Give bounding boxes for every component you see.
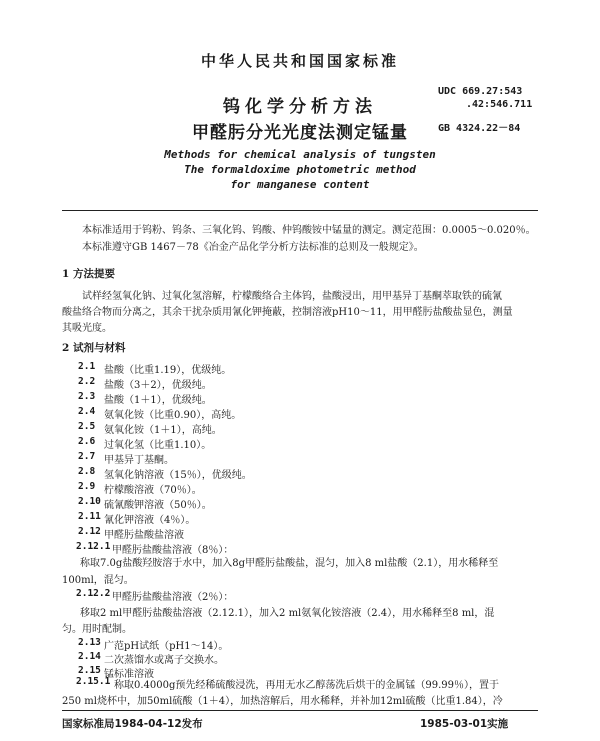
- udc-code-1: UDC 669.27:543: [438, 86, 523, 97]
- english-title-1: Methods for chemical analysis of tungsten: [164, 148, 436, 161]
- item-text: 锰标准溶液: [104, 669, 154, 680]
- item-text: 盐酸（1＋1），优级纯。: [104, 395, 212, 406]
- item-text: 氰化钾溶液（4％）。: [104, 515, 196, 526]
- scope-paragraph-2: 本标准遵守GB 1467－78《冶金产品化学分析方法标准的总则及一般规定》。: [82, 242, 424, 253]
- issue-date: 国家标准局1984-04-12发布: [62, 718, 203, 730]
- item-text: 氨氧化铵（1＋1），高纯。: [104, 425, 222, 436]
- item-number: 2.15: [78, 665, 101, 676]
- item-number: 2.13: [78, 637, 101, 648]
- item-number: 2.14: [78, 651, 101, 662]
- item-number: 2.8: [78, 466, 96, 477]
- effective-date: 1985-03-01实施: [420, 718, 509, 730]
- english-title-3: for manganese content: [230, 178, 370, 191]
- title-line-1: 钨化学分析方法: [223, 97, 377, 117]
- item-number: 2.6: [78, 436, 96, 447]
- standard-header: 中华人民共和国国家标准: [200, 52, 399, 70]
- item-text: 柠檬酸溶液（70％）。: [104, 485, 202, 496]
- item-text: 盐酸（比重1.19），优级纯。: [104, 365, 232, 376]
- item-number: 2.10: [78, 496, 101, 507]
- item-number: 2.1: [78, 361, 96, 372]
- item-text: 甲醛肟盐酸盐溶液: [104, 530, 184, 541]
- item-text: 广范pH试纸（pH1～14）。: [104, 641, 229, 652]
- item-text: 甲醛肟盐酸盐溶液（8％）：: [112, 545, 234, 556]
- paragraph-2-12-2-line-1: 移取2 ml甲醛肟盐酸盐溶液（2.12.1），加入2 ml氨氧化铵溶液（2.4），用水稀释至8 ml，混: [80, 608, 495, 619]
- paragraph-2-15-1-line-2: 250 ml烧杯中，加50ml硫酸（1＋4），加热溶解后，用水稀释，并补加12ml硫酸（比重1.84），冷: [62, 696, 503, 707]
- item-number: 2.15.1: [76, 676, 111, 687]
- scope-paragraph-1: 本标准适用于钨粉、钨条、三氧化钨、钨酸、仲钨酸铵中锰量的测定。测定范围：0.0005～0.020％。: [82, 225, 536, 236]
- title-line-2: 甲醛肟分光光度法测定锰量: [192, 123, 408, 143]
- gb-number: GB 4324.22－84: [438, 123, 521, 134]
- section-2-heading: 2 试剂与材料: [62, 342, 126, 354]
- section-1-heading: 1 方法提要: [62, 268, 115, 280]
- section-1-line-2: 酸盐络合物而分离之，其余干扰杂质用氰化钾掩蔽，控制溶液pH10～11，用甲醛肟盐酸盐显色，测量: [62, 307, 513, 318]
- item-number: 2.12.1: [76, 541, 111, 552]
- section-1-line-1: 试样经氢氧化钠、过氧化氢溶解，柠檬酸络合主体钨，盐酸浸出，用甲基异丁基酮萃取铁的硫氰: [82, 291, 502, 302]
- paragraph-2-12-1-line-1: 称取7.0g盐酸羟胺溶于水中，加入8g甲醛肟盐酸盐，混匀，加入8 ml盐酸（2.1），用水稀释至: [80, 558, 499, 569]
- item-number: 2.12: [78, 526, 101, 537]
- udc-code-2: .42:546.711: [466, 99, 533, 110]
- item-text: 甲基异丁基酮。: [104, 455, 174, 466]
- top-divider: [62, 210, 538, 211]
- item-number: 2.3: [78, 391, 96, 402]
- item-text: 氨氧化铵（比重0.90），高纯。: [104, 410, 242, 421]
- item-text: 二次蒸馏水或离子交换水。: [104, 655, 224, 666]
- item-number: 2.2: [78, 376, 96, 387]
- paragraph-2-12-2-line-2: 匀。用时配制。: [62, 624, 132, 635]
- item-text: 过氧化氢（比重1.10）。: [104, 440, 212, 451]
- item-text: 甲醛肟盐酸盐溶液（2％）：: [112, 592, 234, 603]
- item-number: 2.9: [78, 481, 96, 492]
- item-number: 2.4: [78, 406, 96, 417]
- bottom-divider: [62, 710, 538, 711]
- item-number: 2.11: [78, 511, 101, 522]
- english-title-2: The formaldoxime photometric method: [184, 163, 416, 176]
- section-1-line-3: 其吸光度。: [62, 323, 112, 334]
- item-number: 2.12.2: [76, 588, 111, 599]
- paragraph-2-15-1-line-1: 称取0.4000g预先经稀硫酸浸洗，再用无水乙醇荡洗后烘干的金属锰（99.99％），置于: [114, 680, 500, 691]
- item-text: 硫氰酸钾溶液（50％）。: [104, 500, 212, 511]
- paragraph-2-12-1-line-2: 100ml，混匀。: [62, 575, 134, 586]
- item-text: 氢氧化钠溶液（15％），优级纯。: [104, 470, 252, 481]
- item-text: 盐酸（3＋2），优级纯。: [104, 380, 212, 391]
- item-number: 2.5: [78, 421, 96, 432]
- item-number: 2.7: [78, 451, 96, 462]
